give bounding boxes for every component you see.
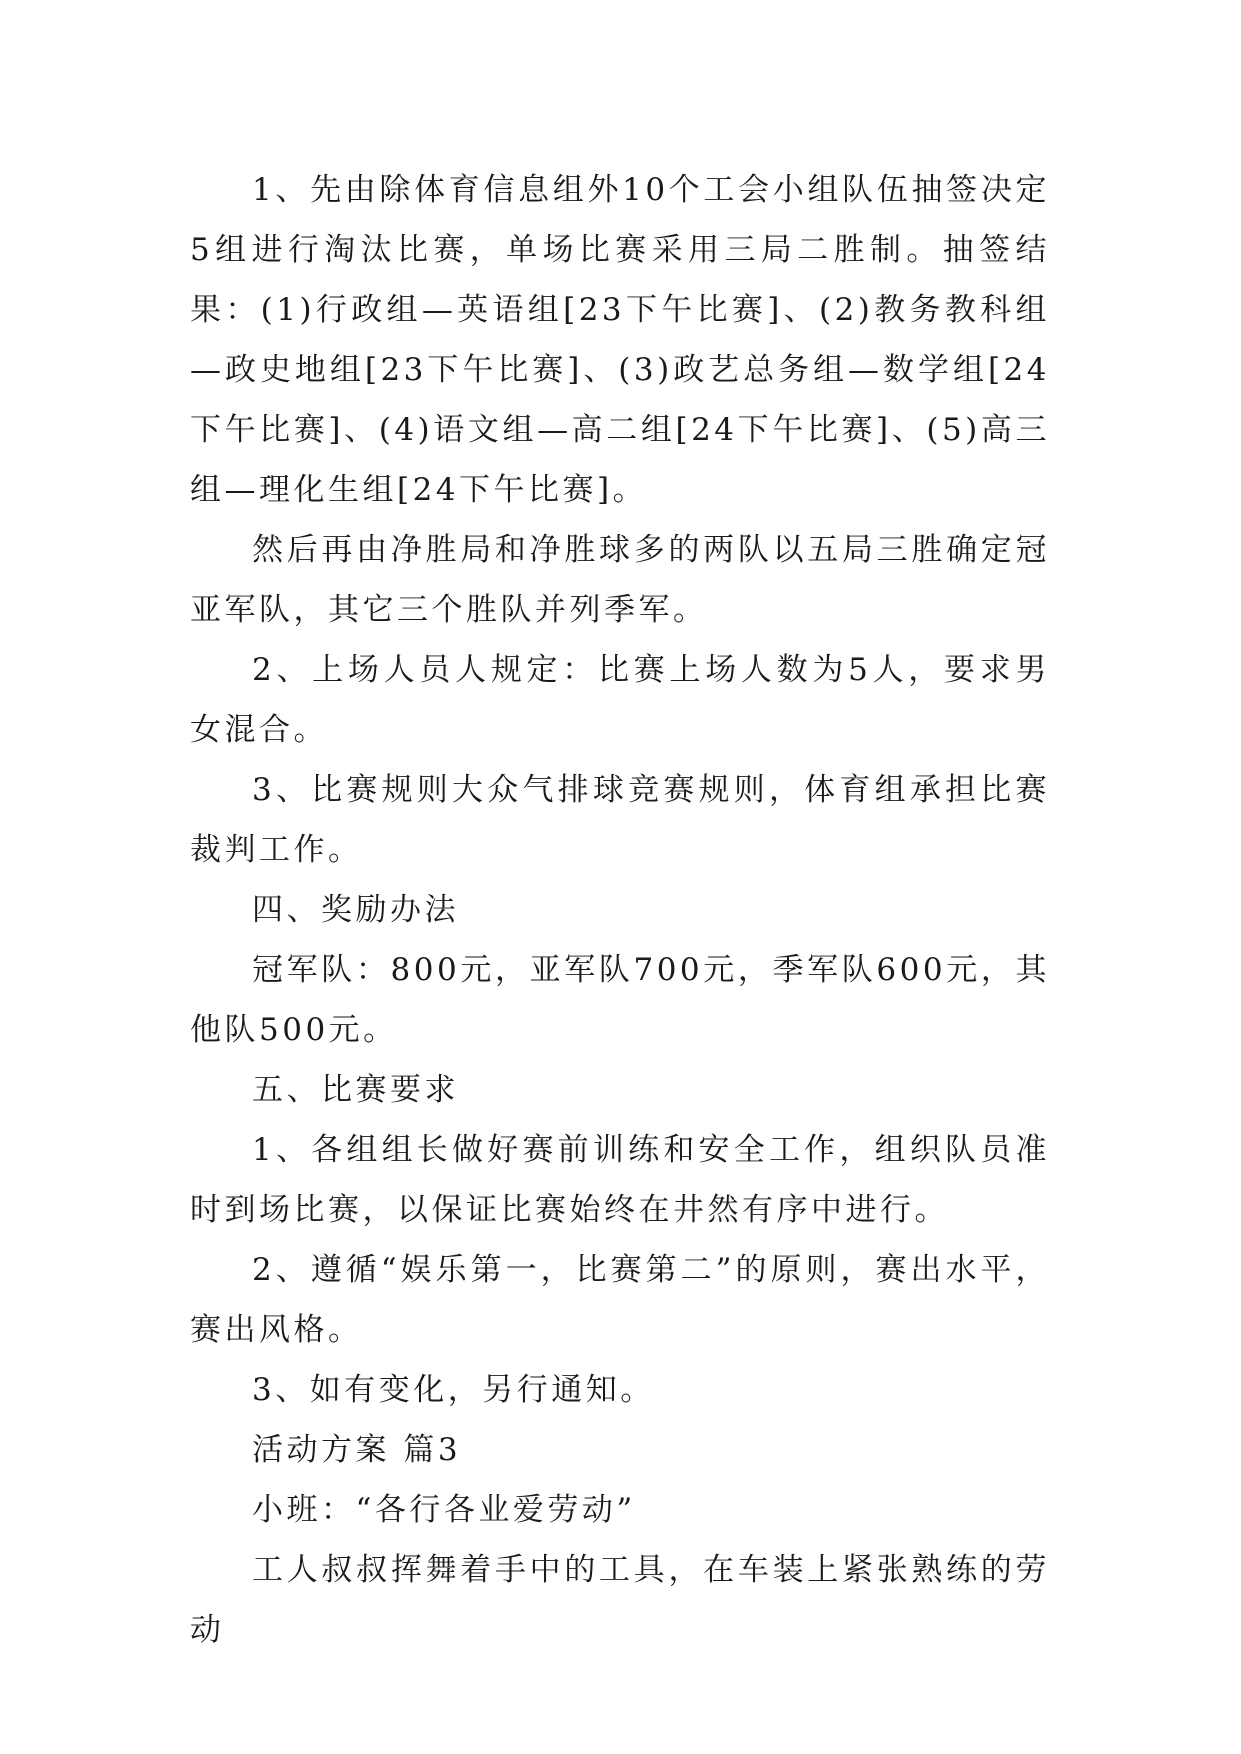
paragraph-final-ranking: 然后再由净胜局和净胜球多的两队以五局三胜确定冠亚军队，其它三个胜队并列季军。: [190, 532, 1050, 628]
paragraph-worker-description: 工人叔叔挥舞着手中的工具，在车装上紧张熟练的劳动: [190, 1552, 1050, 1648]
paragraph-requirement-1: 1、各组组长做好赛前训练和安全工作，组织队员准时到场比赛，以保证比赛始终在井然有序中进行。: [190, 1132, 1050, 1228]
paragraph-requirement-2: 2、遵循“娱乐第一，比赛第二”的原则，赛出水平，赛出风格。: [190, 1252, 1050, 1348]
paragraph-draw-rules: 1、先由除体育信息组外10个工会小组队伍抽签决定5组进行淘汰比赛，单场比赛采用三局二胜制。抽签结果：(1)行政组—英语组[23下午比赛]、(2)教务教科组—政史地组[23下午比赛]、(3)政艺总务组—数学组[24下午比赛]、(4)语文组—高二组[24下午比赛]、(5)高三组—理化生组[24下午比赛]。: [190, 172, 1050, 508]
paragraph-reward-amounts: 冠军队：800元，亚军队700元，季军队600元，其他队500元。: [190, 952, 1050, 1048]
paragraph-match-rules: 3、比赛规则大众气排球竞赛规则，体育组承担比赛裁判工作。: [190, 772, 1050, 868]
section-heading-rewards: 四、奖励办法: [252, 892, 459, 928]
section-heading-plan-3: 活动方案 篇3: [252, 1432, 462, 1468]
paragraph-requirement-3: 3、如有变化，另行通知。: [252, 1372, 655, 1408]
section-heading-requirements: 五、比赛要求: [252, 1072, 459, 1108]
document-body: [190, 160, 1050, 1660]
paragraph-class-theme: 小班：“各行各业爱劳动”: [252, 1492, 636, 1528]
paragraph-player-rules: 2、上场人员人规定：比赛上场人数为5人，要求男女混合。: [190, 652, 1050, 748]
